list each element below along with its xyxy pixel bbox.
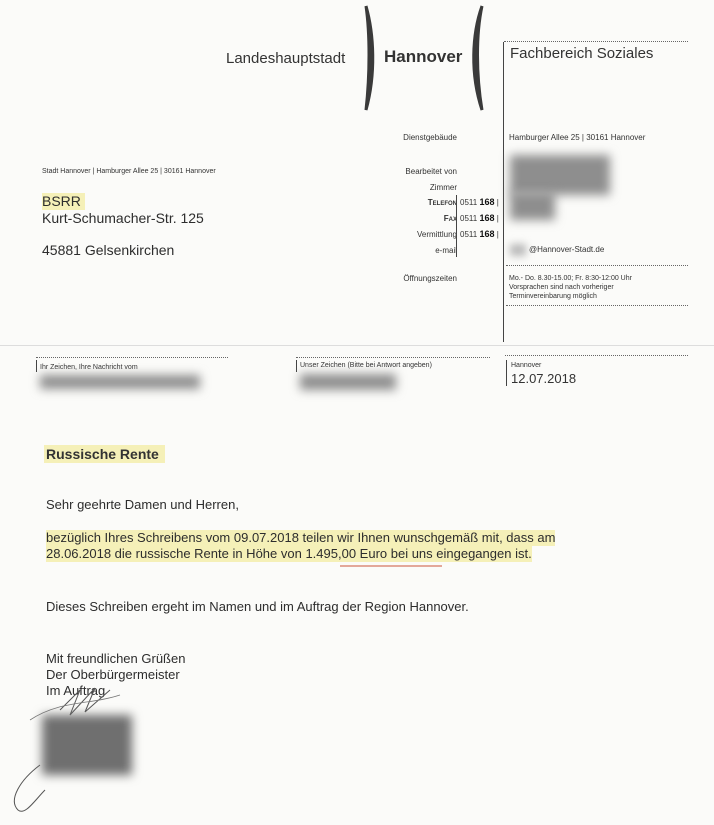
redacted-email-user	[510, 244, 526, 256]
telefon-prefix: 0511	[460, 198, 478, 207]
city-name: Hannover	[384, 47, 463, 66]
redacted-contact-room	[510, 192, 555, 220]
vermittlung-ext: 168	[479, 229, 495, 239]
recipient-name: BSRR	[42, 193, 85, 210]
amount-underline	[340, 565, 442, 567]
city-prefix: Landeshauptstadt	[226, 50, 346, 67]
fax-number: 0511 168 |	[460, 213, 499, 223]
ref-divider-1	[36, 360, 37, 372]
ref-divider-2	[296, 360, 297, 372]
redacted-ihr-zeichen	[40, 375, 200, 389]
ref-rule-1	[36, 357, 228, 358]
unser-zeichen-label: Unser Zeichen (Bitte bei Antwort angeben)	[300, 362, 432, 369]
opening-line2: Vorsprachen sind nach vorheriger	[509, 284, 614, 291]
redacted-unser-zeichen	[300, 374, 396, 390]
vermittlung-prefix: 0511	[460, 230, 478, 239]
closing-im-auftrag: Im Auftrag	[46, 683, 106, 698]
email-label: e-mail	[435, 246, 457, 255]
paragraph-2: Dieses Schreiben ergeht im Namen und im Auftrag der Region Hannover.	[46, 599, 469, 614]
sender-line: Stadt Hannover | Hamburger Allee 25 | 30161 Hannover	[42, 168, 216, 175]
paragraph-1	[46, 530, 555, 562]
phone-divider	[456, 195, 457, 257]
salutation: Sehr geehrte Damen und Herren,	[46, 497, 239, 512]
paragraph-1-line-2: 28.06.2018 die russische Rente in Höhe von 1.495,00 Euro bei uns eingegangen ist.	[46, 546, 532, 561]
recipient-address	[42, 193, 204, 259]
letter-date: 12.07.2018	[511, 371, 577, 386]
fax-label: Fax	[443, 214, 457, 223]
department: Fachbereich Soziales	[510, 45, 654, 62]
paragraph-1-line-1: bezüglich Ihres Schreibens vom 09.07.2018 teilen wir Ihnen wunschgemäß mit, dass am	[46, 530, 556, 545]
oeffnung-label: Öffnungszeiten	[403, 274, 457, 283]
email-value: @Hannover-Stadt.de	[529, 245, 605, 254]
opening-line3: Terminvereinbarung möglich	[509, 293, 597, 300]
vermittlung-label: Vermittlung	[416, 230, 457, 239]
telefon-number: 0511 168 |	[460, 197, 499, 207]
ref-rule-3	[505, 355, 688, 356]
redacted-contact-name	[510, 155, 610, 195]
closing-greeting: Mit freundlichen Grüßen	[46, 651, 186, 666]
ihr-zeichen-label: Ihr Zeichen, Ihre Nachricht vom	[40, 364, 138, 371]
place-label: Hannover	[511, 362, 542, 369]
fax-prefix: 0511	[460, 214, 478, 223]
zimmer-label: Zimmer	[429, 183, 457, 192]
subject: Russische Rente	[44, 445, 165, 463]
recipient-street: Kurt-Schumacher-Str. 125	[42, 210, 204, 226]
header-rule	[504, 41, 688, 42]
opening-hours	[509, 274, 632, 301]
opening-rule	[506, 305, 688, 306]
dienstgebaeude-value: Hamburger Allee 25 | 30161 Hannover	[509, 133, 646, 142]
vermittlung-number: 0511 168 |	[460, 229, 499, 239]
ref-divider-3	[506, 360, 507, 386]
info-column-divider	[503, 42, 504, 342]
telefon-ext: 168	[479, 197, 495, 207]
telefon-label: Telefon	[427, 198, 457, 207]
bearbeitet-label: Bearbeitet von	[405, 167, 457, 176]
redacted-signatory	[42, 715, 132, 775]
info-rule	[506, 265, 688, 266]
ref-rule-2	[296, 357, 490, 358]
closing-title: Der Oberbürgermeister	[46, 667, 180, 682]
scan-line	[0, 345, 714, 346]
opening-line1: Mo.- Do. 8.30-15.00; Fr. 8:30-12:00 Uhr	[509, 275, 632, 282]
recipient-city: 45881 Gelsenkirchen	[42, 242, 175, 258]
fax-ext: 168	[479, 213, 495, 223]
dienstgebaeude-label: Dienstgebäude	[403, 133, 457, 142]
